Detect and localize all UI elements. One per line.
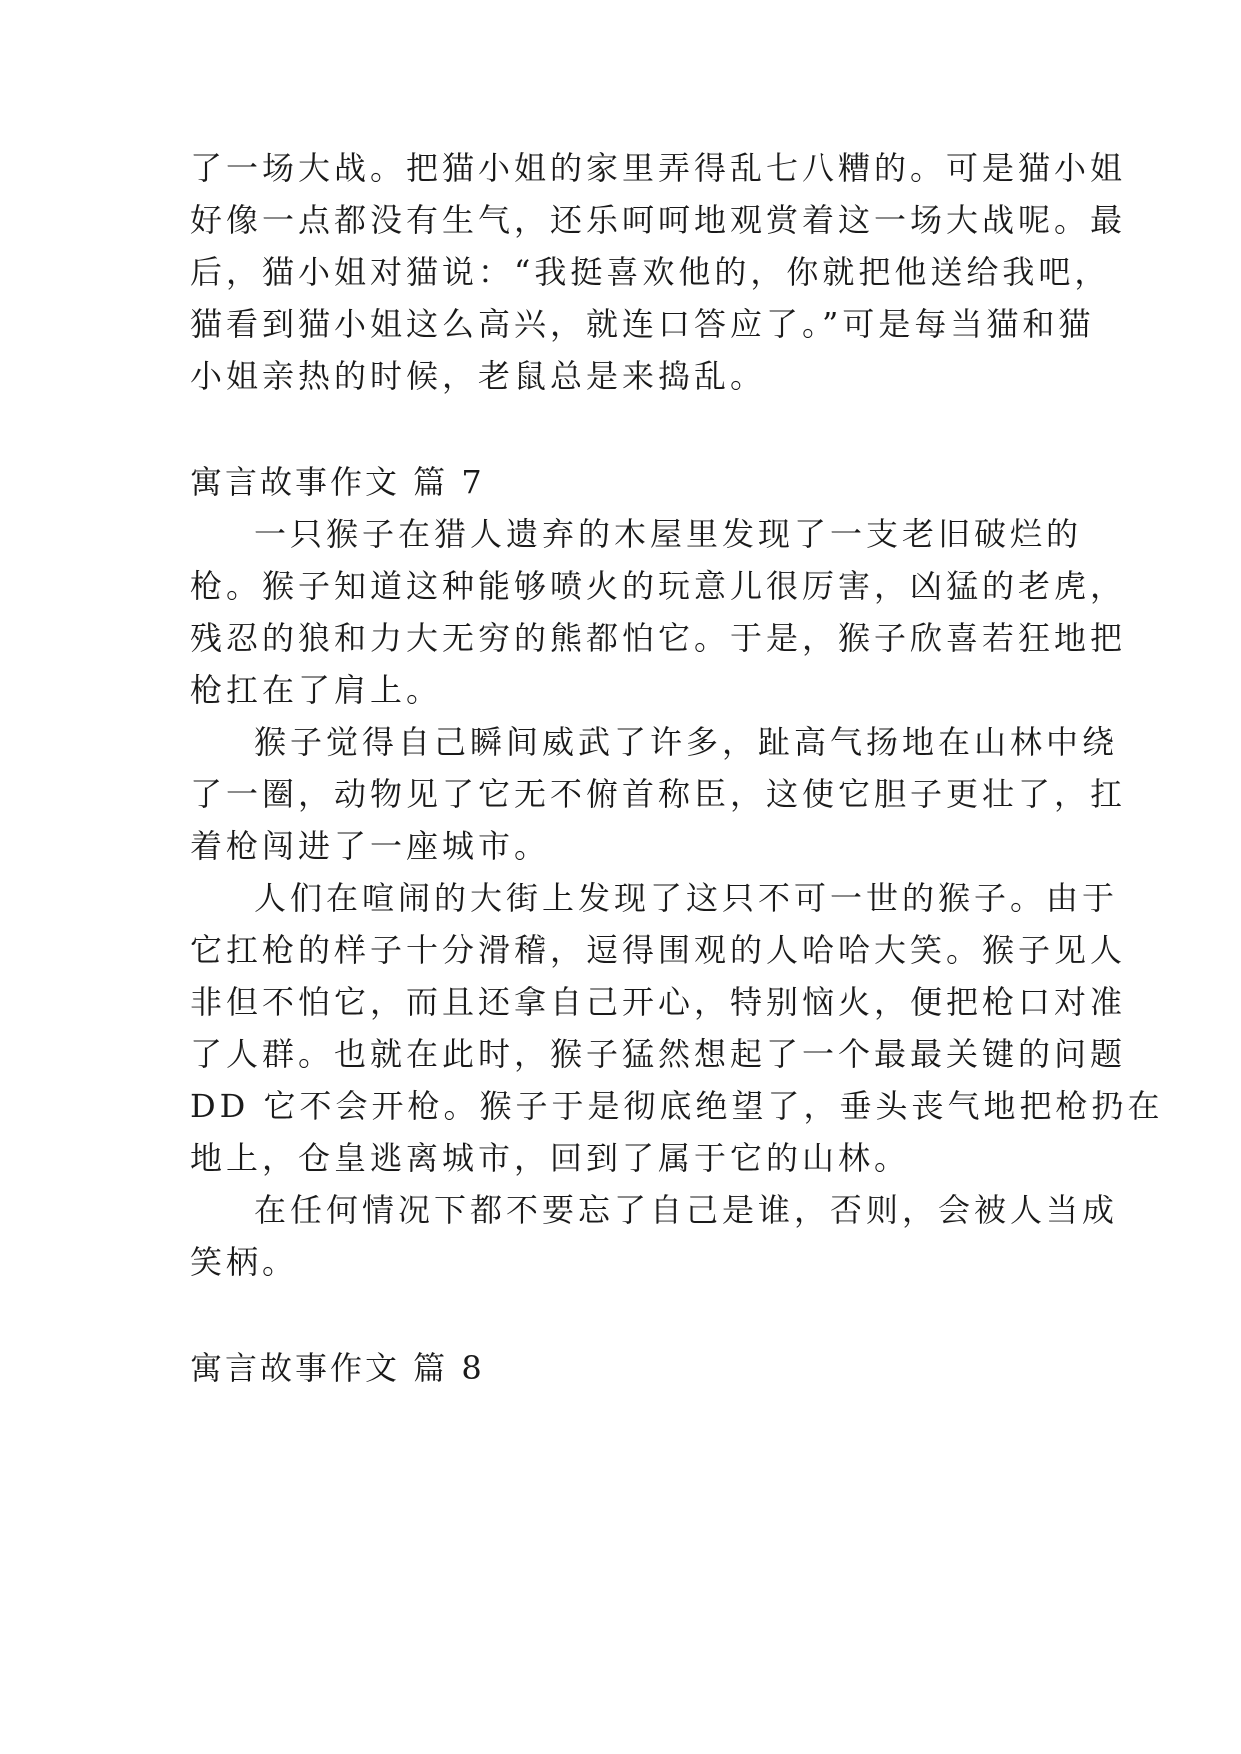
section-heading: 寓言故事作文 篇 8: [190, 1349, 485, 1387]
text-line: 了一场大战。把猫小姐的家里弄得乱七八糟的。可是猫小姐: [190, 149, 1127, 187]
text-line: 好像一点都没有生气，还乐呵呵地观赏着这一场大战呢。最: [190, 201, 1127, 239]
paragraph-line: 着枪闯进了一座城市。: [190, 827, 551, 865]
paragraph-line: 它扛枪的样子十分滑稽，逗得围观的人哈哈大笑。猴子见人: [190, 931, 1127, 969]
text-line: 小姐亲热的时候，老鼠总是来捣乱。: [190, 357, 767, 395]
paragraph-line: DD 它不会开枪。猴子于是彻底绝望了，垂头丧气地把枪扔在: [190, 1087, 1164, 1125]
paragraph-line: 一只猴子在猎人遗弃的木屋里发现了一支老旧破烂的: [254, 515, 1083, 553]
paragraph-line: 地上，仓皇逃离城市，回到了属于它的山林。: [190, 1139, 911, 1177]
paragraph-line: 非但不怕它，而且还拿自己开心，特别恼火，便把枪口对准: [190, 983, 1127, 1021]
paragraph-line: 笑柄。: [190, 1243, 299, 1281]
section-heading: 寓言故事作文 篇 7: [190, 463, 485, 501]
text-line: 后，猫小姐对猫说：“我挺喜欢他的，你就把他送给我吧，: [190, 253, 1111, 291]
paragraph-line: 了一圈，动物见了它无不俯首称臣，这使它胆子更壮了，扛: [190, 775, 1127, 813]
paragraph-line: 枪扛在了肩上。: [190, 671, 443, 709]
paragraph-line: 了人群。也就在此时，猴子猛然想起了一个最最关键的问题: [190, 1035, 1127, 1073]
paragraph-line: 残忍的狼和力大无穷的熊都怕它。于是，猴子欣喜若狂地把: [190, 619, 1127, 657]
paragraph-line: 猴子觉得自己瞬间威武了许多，趾高气扬地在山林中绕: [254, 723, 1119, 761]
paragraph-line: 在任何情况下都不要忘了自己是谁，否则，会被人当成: [254, 1191, 1119, 1229]
paragraph-line: 枪。猴子知道这种能够喷火的玩意儿很厉害，凶猛的老虎，: [190, 567, 1127, 605]
paragraph-line: 人们在喧闹的大街上发现了这只不可一世的猴子。由于: [254, 879, 1119, 917]
text-line: 猫看到猫小姐这么高兴，就连口答应了。”可是每当猫和猫: [190, 305, 1095, 343]
